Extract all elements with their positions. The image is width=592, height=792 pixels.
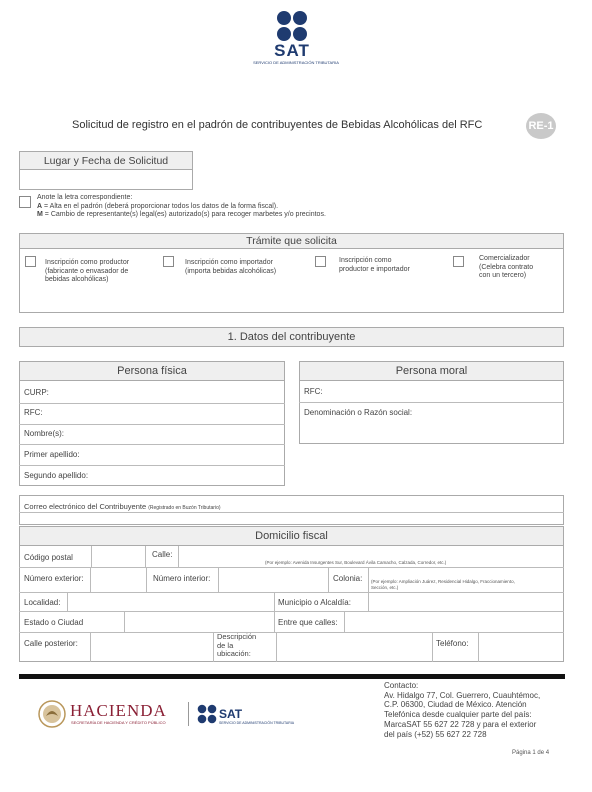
numero-exterior-input[interactable] (91, 567, 146, 592)
curp-label: CURP: (24, 388, 49, 397)
tramite-option-line: Inscripción como importador (185, 259, 273, 266)
descripcion-line: de la (217, 640, 234, 650)
municipio-input[interactable] (369, 592, 564, 611)
tramite-productor-importador-label (339, 257, 410, 274)
footer-sat-text: SAT (219, 707, 243, 721)
alta-text: = Alta en el padrón (deberá proporcionar todos los datos de la forma fiscal). (42, 202, 279, 210)
persona-moral-title: Persona moral (395, 365, 468, 377)
colonia-label: Colonia: (333, 574, 363, 583)
divider (213, 632, 214, 662)
tramite-option-line: bebidas alcohólicas) (45, 276, 109, 283)
correo-note: (Registrado en Buzón Tributario) (148, 505, 221, 511)
codigo-postal-input[interactable] (92, 546, 145, 567)
curp-field[interactable] (19, 382, 285, 403)
descripcion-line: ubicación: (217, 649, 251, 658)
descripcion-line: Descripción (217, 632, 257, 641)
calle-posterior-input[interactable] (91, 632, 213, 662)
instructions-line3 (37, 211, 326, 220)
calle-example: (Por ejemplo: Avenida Insurgentes Sur, Boulevard Ávila Camacho, Calzada, Corredor, etc.) (265, 560, 447, 565)
tramite-importador-checkbox[interactable] (163, 256, 174, 267)
tramite-option-line: (importa bebidas alcohólicas) (185, 267, 277, 275)
tramite-option-line: Inscripción como (339, 257, 392, 264)
sat-dots-small-icon (197, 704, 217, 724)
divider (432, 632, 433, 662)
tramite-comercializador-label (479, 255, 533, 281)
tramite-header (19, 233, 564, 249)
rfc-moral-field[interactable] (299, 381, 564, 402)
segundo-apellido-label: Segundo apellido: (24, 471, 89, 480)
persona-moral-header (299, 361, 564, 381)
numero-interior-input[interactable] (219, 567, 328, 592)
footer-logo-divider (188, 702, 189, 726)
hacienda-text: HACIENDA (70, 701, 167, 720)
telefono-label: Teléfono: (436, 639, 469, 648)
tramite-comercializador-checkbox[interactable] (453, 256, 464, 267)
estado-input[interactable] (125, 611, 274, 632)
footer-contact (384, 681, 562, 739)
form-code-badge (526, 113, 556, 139)
sat-logo (262, 10, 330, 66)
footer-sat-subtitle: SERVICIO DE ADMINISTRACIÓN TRIBUTARIA (219, 721, 295, 725)
key-a: A (37, 202, 43, 210)
instructions-line1: Anote la letra correspondiente: (37, 194, 133, 201)
divider (145, 546, 146, 567)
lugar-fecha-label: Lugar y Fecha de Solicitud (43, 155, 169, 167)
colonia-example-2: Sección, etc.) (371, 585, 399, 590)
contact-line: MarcaSAT 55 627 22 728 y para el exterior (384, 719, 537, 729)
localidad-label: Localidad: (24, 598, 61, 607)
divider (328, 567, 329, 592)
domicilio-header (19, 526, 564, 546)
rfc-moral-label: RFC: (304, 387, 323, 396)
razon-social-field[interactable] (299, 402, 564, 444)
cambio-text: = Cambio de representante(s) legal(es) autorizado(s) para recoger marbetes y/o precintos. (42, 211, 326, 218)
contact-line: Contacto: (384, 681, 419, 690)
lugar-fecha-header (19, 151, 193, 170)
tramite-productor-label (45, 259, 129, 285)
hacienda-logo (38, 698, 178, 732)
divider (274, 592, 275, 611)
tramite-option-line: (fabricante o envasador de (45, 267, 129, 275)
razon-social-label: Denominación o Razón social: (304, 408, 413, 417)
tramite-importador-label (185, 259, 276, 276)
nombre-label: Nombre(s): (24, 429, 65, 438)
numero-interior-label: Número interior: (153, 574, 211, 583)
tramite-option-line: Comercializador (479, 255, 530, 262)
sat-subtitle: SERVICIO DE ADMINISTRACIÓN TRIBUTARIA (253, 60, 339, 65)
estado-label: Estado o Ciudad (24, 618, 84, 627)
entre-calles-input[interactable] (345, 611, 564, 632)
section1-header (19, 327, 564, 347)
calle-label: Calle: (152, 550, 173, 559)
lugar-fecha-input[interactable] (19, 169, 193, 190)
descripcion-input[interactable] (277, 632, 432, 662)
contact-line: Av. Hidalgo 77, Col. Guerrero, Cuauhtémoc, (384, 690, 541, 700)
rfc-fisica-label: RFC: (24, 408, 43, 417)
form-code: RE-1 (528, 120, 554, 132)
contact-line: C.P. 06300, Ciudad de México. Atención (384, 700, 527, 710)
contact-line: del país (+52) 55 627 22 728 (384, 729, 487, 739)
tramite-productor-checkbox[interactable] (25, 256, 36, 267)
eagle-seal-icon (38, 700, 66, 728)
entre-calles-label: Entre que calles: (278, 618, 338, 627)
nombre-field[interactable] (19, 424, 285, 444)
correo-label: Correo electrónico del Contribuyente (24, 502, 147, 511)
divider (274, 611, 275, 632)
tramite-option-line: Inscripción como productor (45, 259, 130, 266)
persona-fisica-header (19, 361, 285, 381)
instructions-line2 (37, 203, 326, 212)
footer-sat-logo (197, 704, 307, 726)
hacienda-subtitle: SECRETARÍA DE HACIENDA Y CRÉDITO PÚBLICO (71, 720, 166, 725)
municipio-label: Municipio o Alcaldía: (278, 598, 351, 607)
key-m: M (37, 211, 43, 218)
tramite-option-line: con un tercero) (479, 272, 527, 279)
footer-bar (19, 674, 565, 679)
divider (146, 567, 147, 592)
form-title: Solicitud de registro en el padrón de contribuyentes de Bebidas Alcohólicas del RFC (72, 119, 483, 131)
rfc-fisica-field[interactable] (19, 403, 285, 424)
tramite-option-line: (Celebra contrato (479, 263, 534, 271)
primer-apellido-field[interactable] (19, 444, 285, 465)
numero-exterior-label: Número exterior: (24, 574, 84, 583)
section1-title: 1. Datos del contribuyente (227, 331, 356, 343)
tramite-productor-importador-checkbox[interactable] (315, 256, 326, 267)
sat-logo-text: SAT (274, 41, 310, 60)
contact-line: Telefónica desde cualquier parte del país: (384, 710, 532, 720)
telefono-input[interactable] (479, 632, 564, 662)
tramite-option-line: productor e importador (339, 265, 410, 273)
primer-apellido-label: Primer apellido: (24, 450, 80, 459)
colonia-example-1: (Por ejemplo: Ampliación Juárez, Residencial Hidalgo, Fraccionamiento, (371, 579, 515, 584)
codigo-postal-label: Código postal (24, 553, 73, 562)
correo-label-row (24, 502, 221, 511)
page-number: Página 1 de 4 (512, 750, 550, 756)
tipo-solicitud-checkbox[interactable] (19, 196, 31, 208)
segundo-apellido-field[interactable] (19, 465, 285, 486)
calle-posterior-label: Calle posterior: (24, 639, 78, 648)
instructions (37, 194, 326, 220)
descripcion-label (217, 633, 256, 659)
domicilio-title: Domicilio fiscal (255, 530, 328, 542)
correo-input[interactable] (19, 512, 564, 525)
tramite-title: Trámite que solicita (246, 235, 337, 247)
localidad-input[interactable] (68, 592, 274, 611)
persona-fisica-title: Persona física (117, 365, 187, 377)
